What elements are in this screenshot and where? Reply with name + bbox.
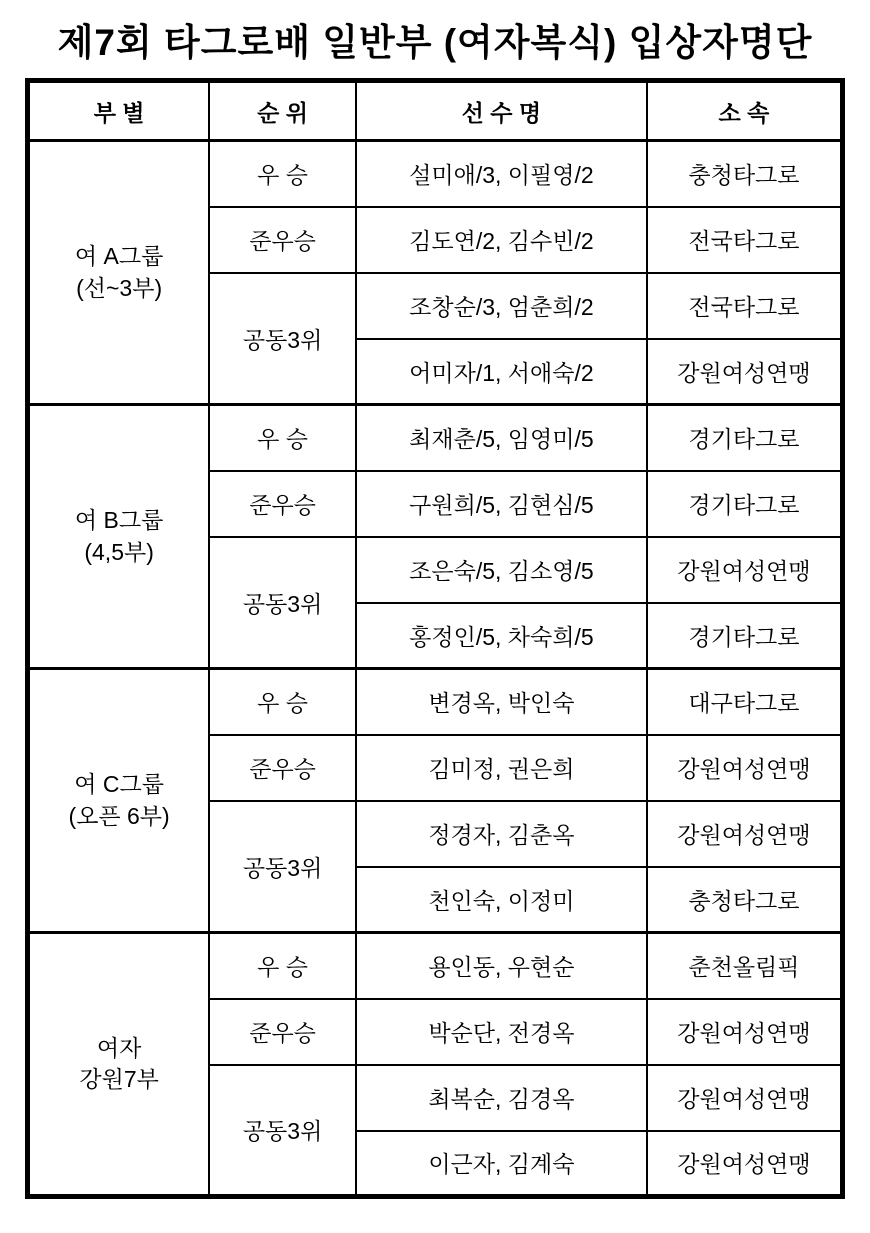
- players-cell: 이근자, 김계숙: [356, 1131, 647, 1197]
- players-cell: 박순단, 전경옥: [356, 999, 647, 1065]
- team-cell: 강원여성연맹: [647, 801, 843, 867]
- rank-cell: 준우승: [209, 999, 356, 1065]
- team-cell: 전국타그로: [647, 273, 843, 339]
- table-row: [28, 141, 843, 207]
- team-cell: 충청타그로: [647, 141, 843, 207]
- division-subtitle: (4,5부): [84, 538, 154, 565]
- division-name: 여자: [96, 1034, 142, 1061]
- header-row: [28, 81, 843, 141]
- team-cell: 춘천올림픽: [647, 933, 843, 999]
- players-cell: 조은숙/5, 김소영/5: [356, 537, 647, 603]
- division-subtitle: (선~3부): [76, 274, 163, 301]
- table-row: [28, 405, 843, 471]
- division-name: 여 C그룹: [74, 771, 164, 798]
- table-row: [28, 669, 843, 735]
- rank-cell: 공동3위: [209, 537, 356, 669]
- players-cell: 김미정, 권은희: [356, 735, 647, 801]
- team-cell: 강원여성연맹: [647, 999, 843, 1065]
- rank-cell: 우 승: [209, 405, 356, 471]
- rank-cell: 준우승: [209, 207, 356, 273]
- team-cell: 전국타그로: [647, 207, 843, 273]
- players-cell: 천인숙, 이정미: [356, 867, 647, 933]
- division-name: 여 A그룹: [74, 243, 164, 270]
- header-division: 부 별: [28, 81, 210, 141]
- rank-cell: 준우승: [209, 471, 356, 537]
- players-cell: 최복순, 김경옥: [356, 1065, 647, 1131]
- players-cell: 어미자/1, 서애숙/2: [356, 339, 647, 405]
- team-cell: 강원여성연맹: [647, 1065, 843, 1131]
- players-cell: 설미애/3, 이필영/2: [356, 141, 647, 207]
- players-cell: 구원희/5, 김현심/5: [356, 471, 647, 537]
- players-cell: 정경자, 김춘옥: [356, 801, 647, 867]
- players-cell: 최재춘/5, 임영미/5: [356, 405, 647, 471]
- division-subtitle: 강원7부: [79, 1066, 159, 1092]
- division-cell: [28, 669, 210, 933]
- rank-cell: 공동3위: [209, 801, 356, 933]
- header-rank: 순 위: [209, 81, 356, 141]
- players-cell: 변경옥, 박인숙: [356, 669, 647, 735]
- rank-cell: 우 승: [209, 669, 356, 735]
- team-cell: 경기타그로: [647, 405, 843, 471]
- division-name: 여 B그룹: [74, 507, 164, 534]
- header-team: 소 속: [647, 81, 843, 141]
- team-cell: 강원여성연맹: [647, 1131, 843, 1197]
- page-title: 제7회 타그로배 일반부 (여자복식) 입상자명단: [57, 22, 813, 63]
- table-header: [28, 81, 843, 141]
- team-cell: 경기타그로: [647, 471, 843, 537]
- rank-cell: 공동3위: [209, 1065, 356, 1197]
- division-cell: [28, 933, 210, 1197]
- team-cell: 강원여성연맹: [647, 339, 843, 405]
- team-cell: 대구타그로: [647, 669, 843, 735]
- team-cell: 경기타그로: [647, 603, 843, 669]
- rank-cell: 공동3위: [209, 273, 356, 405]
- division-cell: [28, 141, 210, 405]
- winners-table: [25, 78, 845, 1199]
- division-subtitle: (오픈 6부): [68, 802, 170, 829]
- players-cell: 용인동, 우현순: [356, 933, 647, 999]
- rank-cell: 우 승: [209, 141, 356, 207]
- players-cell: 김도연/2, 김수빈/2: [356, 207, 647, 273]
- division-cell: [28, 405, 210, 669]
- team-cell: 충청타그로: [647, 867, 843, 933]
- header-players: 선 수 명: [356, 81, 647, 141]
- rank-cell: 준우승: [209, 735, 356, 801]
- players-cell: 홍정인/5, 차숙희/5: [356, 603, 647, 669]
- players-cell: 조창순/3, 엄춘희/2: [356, 273, 647, 339]
- team-cell: 강원여성연맹: [647, 735, 843, 801]
- rank-cell: 우 승: [209, 933, 356, 999]
- team-cell: 강원여성연맹: [647, 537, 843, 603]
- table-row: [28, 933, 843, 999]
